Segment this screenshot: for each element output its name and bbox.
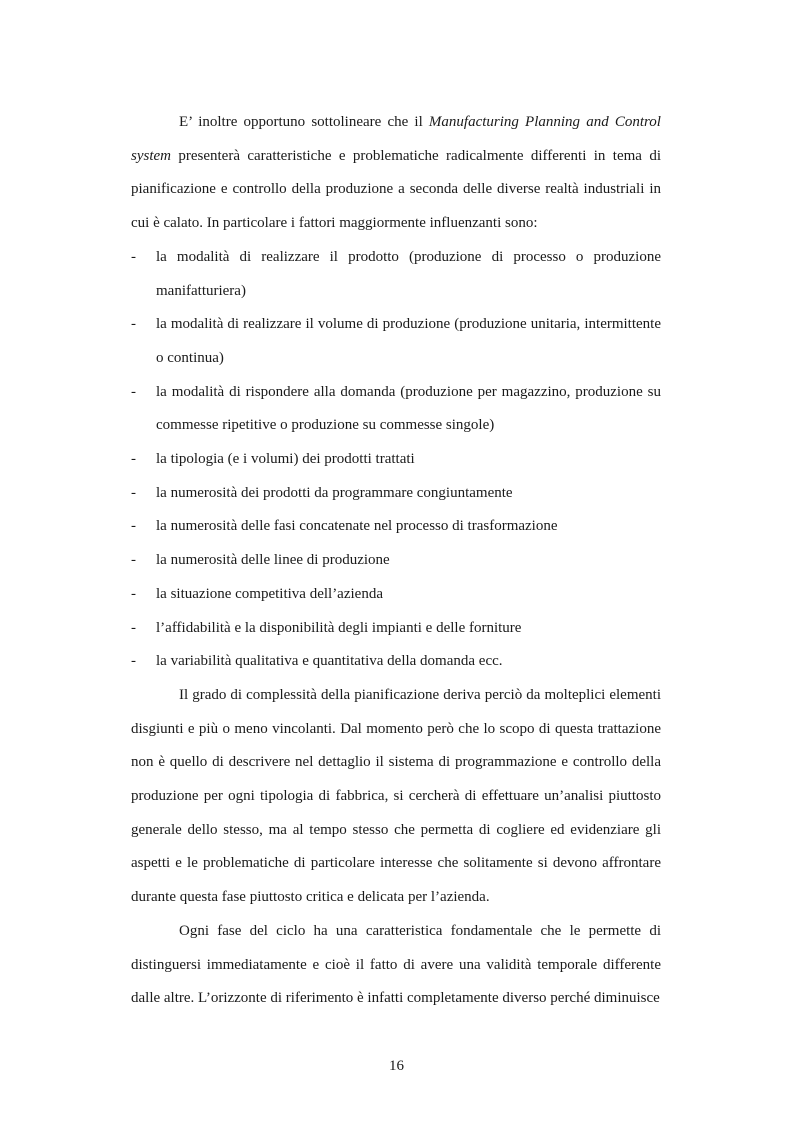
- list-item-text: la modalità di rispondere alla domanda (produzione per magazzino, produzione su commesse ripetitive o produzione su commesse singole): [156, 383, 661, 434]
- list-item-text: la tipologia (e i volumi) dei prodotti trattati: [156, 451, 415, 468]
- list-dash: -: [131, 619, 136, 636]
- list-dash: -: [131, 653, 136, 670]
- list-item: [131, 443, 661, 477]
- list-item-text: la numerosità delle linee di produzione: [156, 552, 390, 569]
- list-dash: -: [131, 383, 136, 400]
- list-item-text: la modalità di realizzare il prodotto (produzione di processo o produzione manifatturiera): [156, 248, 661, 299]
- list-dash: -: [131, 518, 136, 535]
- main-text: [131, 106, 661, 1016]
- list-item: [131, 578, 661, 612]
- list-item: [131, 645, 661, 679]
- list-item-text: la numerosità delle fasi concatenate nel processo di trasformazione: [156, 518, 558, 535]
- paragraph-intro: [131, 106, 661, 241]
- page-number: 16: [389, 1058, 404, 1074]
- list-dash: -: [131, 316, 136, 333]
- list-item: [131, 308, 661, 375]
- list-item: [131, 612, 661, 646]
- list-item-text: la modalità di realizzare il volume di produzione (produzione unitaria, intermittente o continua): [156, 316, 661, 366]
- paragraph-intro-rest: presenterà caratteristiche e problematiche radicalmente differenti in tema di pianificazione e controllo della produzione a seconda delle diverse realtà industriali in cui è calato. In particolare i fattori maggiormente influenzanti sono:: [131, 147, 661, 232]
- paragraph-intro-emphasis: Manufacturing Planning and Control system: [131, 114, 661, 164]
- paragraph-complexity: Il grado di complessità della pianificazione deriva perciò da molteplici elementi disgiunti e più o meno vincolanti. Dal momento però che lo scopo di questa trattazione non è quello di descrivere nel dettaglio il sistema di programmazione e controllo della produzione per ogni tipologia di fabbrica, si cercherà di effettuare un’analisi piuttosto generale dello stesso, ma al tempo stesso che permetta di cogliere ed evidenziare gli aspetti e le problematiche di particolare interesse che solitamente si devono affrontare durante questa fase piuttosto critica e delicata per l’azienda.: [131, 686, 661, 906]
- list-dash: -: [131, 451, 136, 468]
- list-dash: -: [131, 484, 136, 501]
- paragraph-intro-lead: E’ inoltre opportuno sottolineare che il: [179, 114, 429, 130]
- list-item-text: la situazione competitiva dell’azienda: [156, 585, 383, 602]
- list-item: [131, 510, 661, 544]
- list-dash: -: [131, 552, 136, 569]
- list-item: [131, 544, 661, 578]
- list-item: [131, 477, 661, 511]
- list-item-text: la numerosità dei prodotti da programmare congiuntamente: [156, 484, 513, 501]
- list-item-text: l’affidabilità e la disponibilità degli impianti e delle forniture: [156, 619, 522, 636]
- list-item: [131, 376, 661, 443]
- list-dash: -: [131, 248, 136, 265]
- list-item: [131, 241, 661, 308]
- list-dash: -: [131, 585, 136, 602]
- list-item-text: la variabilità qualitativa e quantitativa della domanda ecc.: [156, 653, 503, 670]
- factor-list: [131, 241, 661, 679]
- paragraph-cycle-phase: Ogni fase del ciclo ha una caratteristica fondamentale che le permette di distinguersi immediatamente e cioè il fatto di avere una validità temporale differente dalle altre. L’orizzonte di riferimento è infatti completamente diverso perché diminuisce: [131, 922, 661, 1007]
